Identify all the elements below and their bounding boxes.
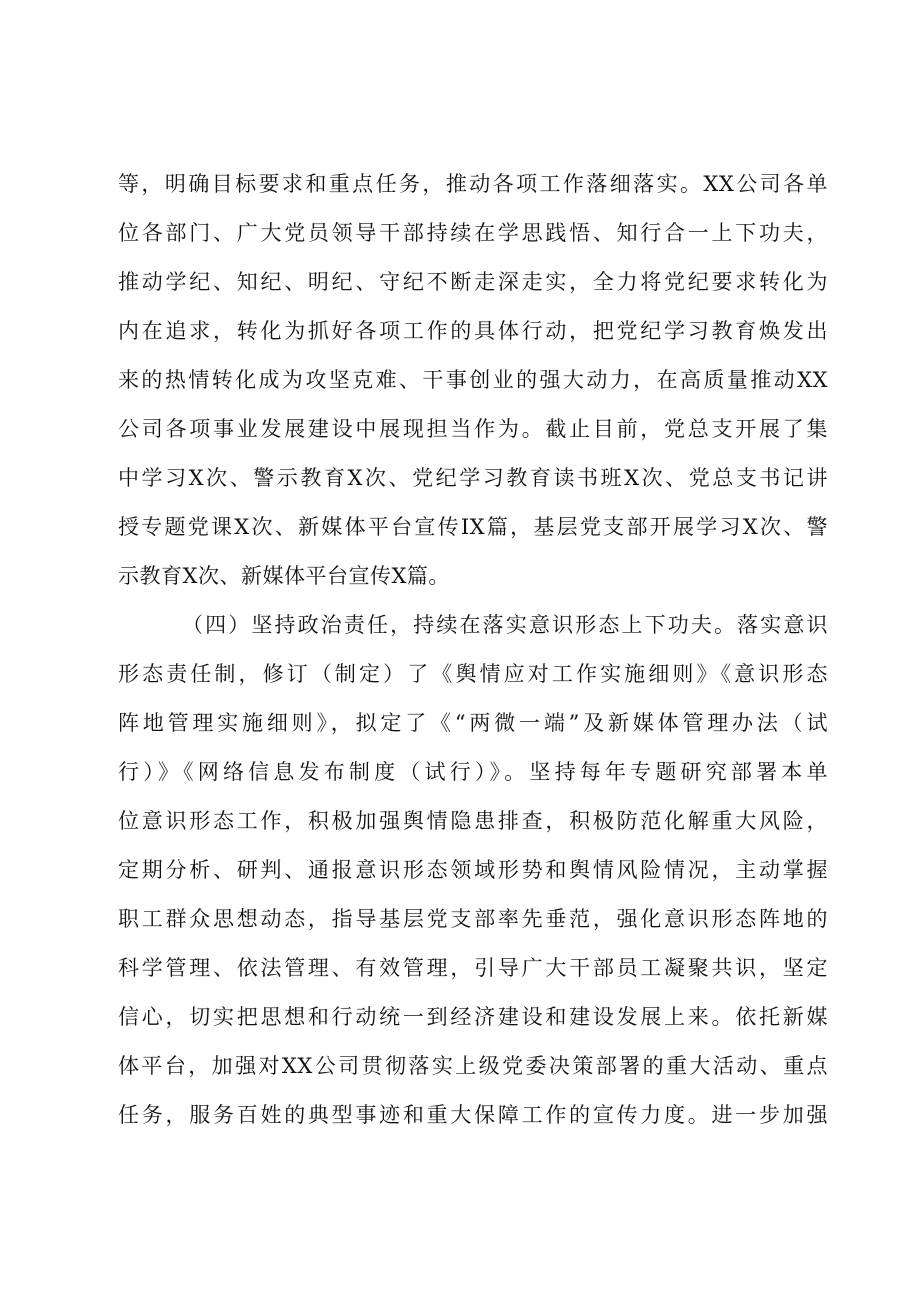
text-line: 公司各项事业发展建设中展现担当作为。截止目前，党总支开展了集 xyxy=(118,417,828,441)
text-line: 授专题党课X次、新媒体平台宣传IX篇，基层党支部开展学习X次、警 xyxy=(118,515,828,539)
text-line: 体平台，加强对XX公司贯彻落实上级党委决策部署的重大活动、重点 xyxy=(118,1054,828,1078)
section-heading-line: （四）坚持政治责任，持续在落实意识形态上下功夫。落实意识 xyxy=(182,613,828,637)
text-line: 阵地管理实施细则》，拟定了《“两微一端”及新媒体管理办法（试 xyxy=(118,711,828,735)
text-line: 内在追求，转化为抓好各项工作的具体行动，把党纪学习教育焕发出 xyxy=(118,319,828,343)
text-line: 任务，服务百姓的典型事迹和重大保障工作的宣传力度。进一步加强 xyxy=(118,1103,828,1127)
document-body xyxy=(118,160,828,1140)
text-line: 行）》《网络信息发布制度（试行）》。坚持每年专题研究部署本单 xyxy=(118,760,828,784)
text-line: 定期分析、研判、通报意识形态领域形势和舆情风险情况，主动掌握 xyxy=(118,858,828,882)
text-line: 中学习X次、警示教育X次、党纪学习教育读书班X次、党总支书记讲 xyxy=(118,466,828,490)
text-line: 示教育X次、新媒体平台宣传X篇。 xyxy=(118,564,450,588)
text-line: 位意识形态工作，积极加强舆情隐患排查，积极防范化解重大风险， xyxy=(118,809,828,833)
paragraph-four xyxy=(118,601,828,1140)
text-line: 信心，切实把思想和行动统一到经济建设和建设发展上来。依托新媒 xyxy=(118,1005,828,1029)
text-line: 科学管理、依法管理、有效管理，引导广大干部员工凝聚共识，坚定 xyxy=(118,956,828,980)
text-line: 来的热情转化成为攻坚克难、干事创业的强大动力，在高质量推动XX xyxy=(118,368,828,392)
text-line: 形态责任制，修订（制定）了《舆情应对工作实施细则》《意识形态 xyxy=(118,662,828,686)
text-line: 职工群众思想动态，指导基层党支部率先垂范，强化意识形态阵地的 xyxy=(118,907,828,931)
text-line: 推动学纪、知纪、明纪、守纪不断走深走实，全力将党纪要求转化为 xyxy=(118,270,828,294)
paragraph-continued xyxy=(118,160,828,601)
text-line: 位各部门、广大党员领导干部持续在学思践悟、知行合一上下功夫， xyxy=(118,221,828,245)
text-line: 等，明确目标要求和重点任务，推动各项工作落细落实。XX公司各单 xyxy=(118,172,828,196)
